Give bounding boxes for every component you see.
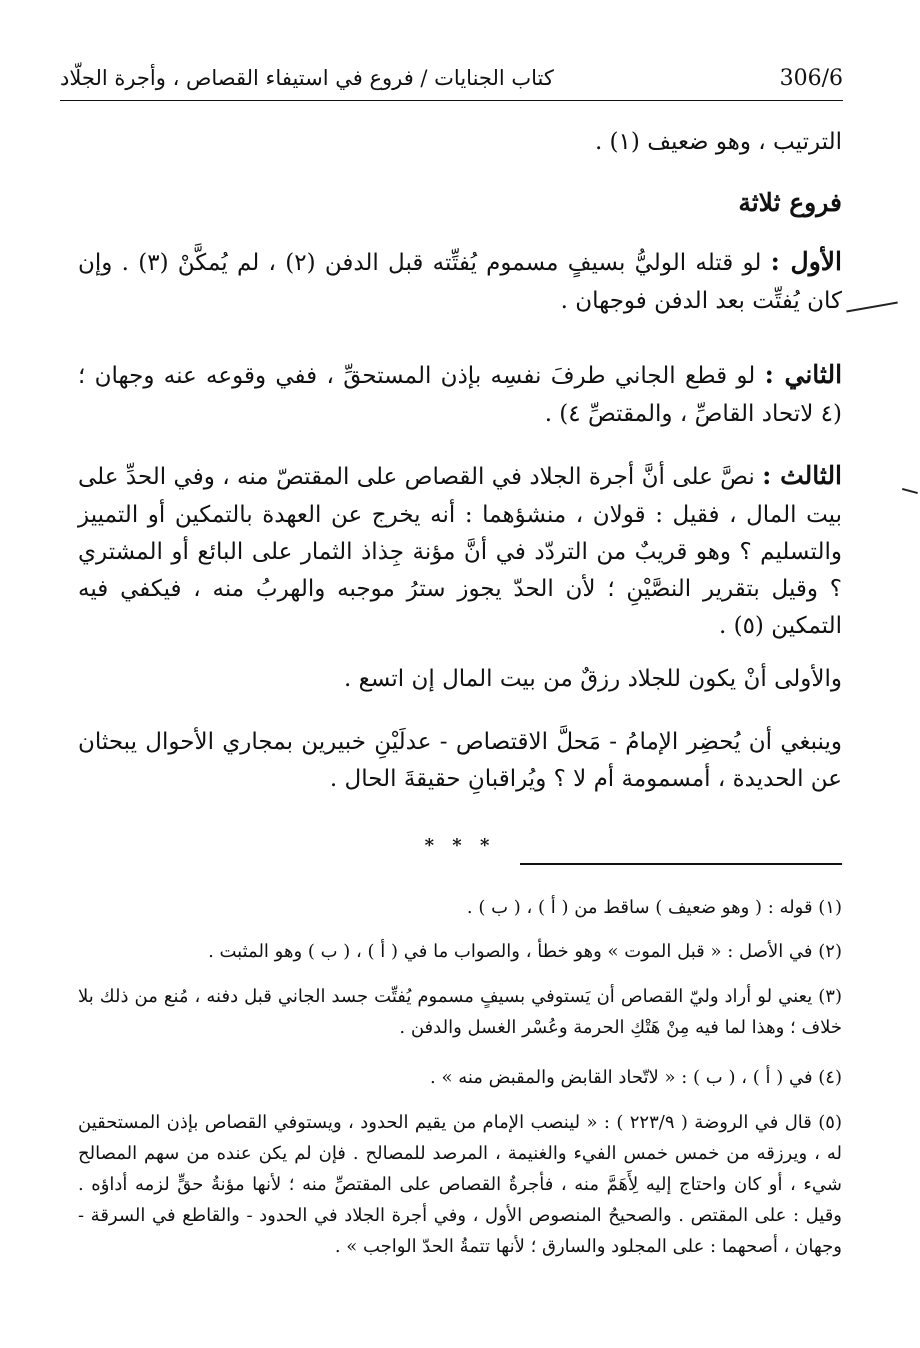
paragraph-continuation: الترتيب ، وهو ضعيف (١) . bbox=[594, 129, 842, 155]
branch-label-third: الثالث : bbox=[762, 461, 843, 490]
paragraph-first-branch bbox=[78, 242, 842, 320]
footnote-1: (١) قوله : ( وهو ضعيف ) ساقط من ( أ ) ، ( ب ) . bbox=[466, 897, 842, 918]
paragraph-executioner-salary: والأولى أنْ يكون للجلاد رزقٌ من بيت المال إن اتسع . bbox=[344, 666, 842, 692]
running-title: كتاب الجنايات / فروع في استيفاء القصاص ، وأجرة الجلّاد bbox=[60, 66, 554, 90]
branch-text-second: لو قطع الجاني طرفَ نفسِه بإذن المستحقِّ ، ففي وقوعه عنه وجهان ؛ (٤ لاتحاد القاصِّ ، والمقتصِّ ٤) . bbox=[78, 363, 842, 427]
footnote-2: (٢) في الأصل : « قبل الموت » وهو خطأ ، والصواب ما في ( أ ) ، ( ب ) وهو المثبت . bbox=[208, 941, 842, 962]
footnote-rule bbox=[520, 863, 842, 865]
paragraph-witnesses: وينبغي أن يُحضِر الإمامُ - مَحلَّ الاقتصاص - عدلَيْنِ خبيرين بمجاري الأحوال يبحثان عن الحديدة ، أمسمومة أم لا ؟ ويُراقبانِ حقيقةَ الحال . bbox=[78, 729, 842, 793]
footnote-4: (٤) في ( أ ) ، ( ب ) : « لاتّحاد القابض والمقبض منه » . bbox=[430, 1067, 842, 1088]
page-header bbox=[60, 60, 843, 101]
footnote-3: (٣) يعني لو أراد وليّ القصاص أن يَستوفي بسيفٍ مسموم يُفتِّت جسد الجاني قبل دفنه ، مُنع من ذلك بلا خلاف ؛ وهذا لما فيه مِنْ هَتْكِ الحرمة وعُسْر الغسل والدفن . bbox=[78, 986, 842, 1038]
section-separator: * * * bbox=[424, 835, 496, 856]
branch-text-first: لو قتله الوليُّ بسيفٍ مسموم يُفتِّته قبل الدفن (٢) ، لم يُمكَّنْ (٣) . وإن كان يُفتِّت بعد الدفن فوجهان . bbox=[78, 250, 842, 314]
footnote-5: (٥) قال في الروضة ( ٢٢٣/٩ ) : « لينصب الإمام من يقيم الحدود ، ويستوفي القصاص بإذن المستحقين له ، ويرزقه من خمس خمس الفيء والغنيمة ، المرصد للمصالح . فإن لم يكن عنده من سهم المصالح شيء ، أو كان واحتاج إليه لِأَهَمَّ منه ، فأجرةُ القصاص على المقتصِّ منه ؛ لأنها مؤنةُ حقٍّ لزمه أداؤه . وقيل : على المقتص . والصحيحُ المنصوص الأول ، وفي أجرة الجلاد في الحدود - والقاطع في السرقة - وجهان ، أصحهما : على المجلود والسارق ؛ لأنها تتمةُ الحدّ الواجب » . bbox=[78, 1112, 842, 1257]
section-heading: فروع ثلاثة bbox=[738, 188, 842, 217]
page-number: 306/6 bbox=[779, 66, 843, 91]
paragraph-second-branch bbox=[78, 355, 842, 433]
paragraph-third-branch bbox=[78, 456, 842, 646]
branch-label-first: الأول : bbox=[770, 247, 842, 276]
branch-text-third: نصَّ على أنَّ أجرة الجلاد في القصاص على المقتصّ منه ، وفي الحدِّ على بيت المال ، فقيل : قولان ، منشؤهما : أنه يخرج عن العهدة بالتمكين أو التمييز والتسليم ؟ وهو قريبٌ من التردّد في أنَّ مؤنة جِذاذ الثمار على البائع أو المشتري ؟ وقيل بتقرير النصَّيْنِ ؛ لأن الحدّ يجوز سترُ موجبه والهربُ منه ، فيكفي فيه التمكين (٥) . bbox=[78, 464, 842, 640]
margin-mark bbox=[846, 301, 897, 312]
branch-label-second: الثاني : bbox=[764, 360, 843, 389]
margin-mark-small bbox=[902, 488, 918, 494]
